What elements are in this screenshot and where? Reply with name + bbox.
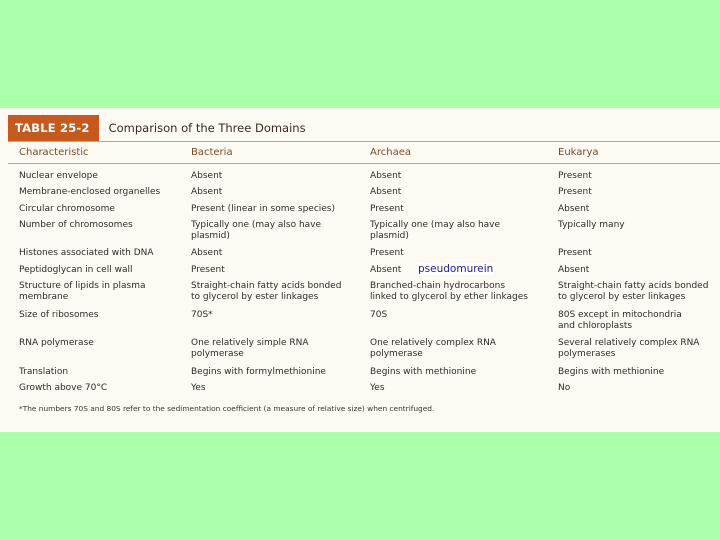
- table-footnote: *The numbers 70S and 80S refer to the sedimentation coefficient (a measure of relative size) when centrifuged.: [19, 404, 435, 413]
- table-number-tag: TABLE 25-2: [8, 115, 99, 141]
- table-cell-eukarya: Several relatively complex RNA polymerases: [558, 338, 700, 359]
- table-cell-bacteria: Yes: [191, 383, 206, 393]
- table-cell-bacteria: 70S*: [191, 310, 213, 320]
- table-cell-archaea: Present: [370, 204, 404, 214]
- table-cell-eukarya: 80S except in mitochondria and chloroplasts: [558, 310, 682, 331]
- table-cell-characteristic: RNA polymerase: [19, 338, 94, 348]
- table-cell-characteristic: Growth above 70°C: [19, 383, 108, 393]
- table-cell-archaea: Branched-chain hydrocarbons linked to glycerol by ether linkages: [370, 281, 528, 302]
- table-cell-bacteria: Absent: [191, 187, 223, 197]
- table-cell-archaea: 70S: [370, 310, 388, 320]
- table-cell-archaea: Absent: [370, 171, 402, 181]
- table-cell-archaea: Typically one (may also have plasmid): [370, 220, 501, 241]
- table-cell-bacteria: One relatively simple RNA polymerase: [191, 338, 309, 359]
- table-cell-bacteria: Present: [191, 265, 225, 275]
- table-cell-eukarya: Present: [558, 187, 592, 197]
- table-cell-eukarya: Absent: [558, 265, 590, 275]
- table-cell-characteristic: Size of ribosomes: [19, 310, 99, 320]
- column-header-eukarya: Eukarya: [558, 147, 599, 158]
- table-cell-bacteria: Absent: [191, 171, 223, 181]
- table-panel: [0, 108, 720, 432]
- divider: [8, 163, 720, 164]
- divider: [8, 141, 720, 142]
- table-cell-archaea: Yes: [370, 383, 385, 393]
- table-cell-archaea: Absent: [370, 187, 402, 197]
- table-cell-bacteria: Begins with formylmethionine: [191, 367, 326, 377]
- table-cell-eukarya: Present: [558, 171, 592, 181]
- table-cell-eukarya: Straight-chain fatty acids bonded to glycerol by ester linkages: [558, 281, 709, 302]
- table-cell-characteristic: Membrane-enclosed organelles: [19, 187, 161, 197]
- table-cell-eukarya: No: [558, 383, 571, 393]
- table-cell-archaea: Absent: [370, 265, 402, 275]
- table-cell-archaea: One relatively complex RNA polymerase: [370, 338, 496, 359]
- table-cell-characteristic: Nuclear envelope: [19, 171, 98, 181]
- table-cell-bacteria: Present (linear in some species): [191, 204, 336, 214]
- table-cell-bacteria: Typically one (may also have plasmid): [191, 220, 322, 241]
- table-cell-archaea: Present: [370, 248, 404, 258]
- table-cell-characteristic: Histones associated with DNA: [19, 248, 154, 258]
- table-cell-characteristic: Structure of lipids in plasma membrane: [19, 281, 146, 302]
- table-cell-eukarya: Typically many: [558, 220, 625, 230]
- table-cell-characteristic: Circular chromosome: [19, 204, 115, 214]
- table-cell-characteristic: Peptidoglycan in cell wall: [19, 265, 133, 275]
- table-cell-bacteria: Absent: [191, 248, 223, 258]
- table-cell-eukarya: Present: [558, 248, 592, 258]
- table-title: Comparison of the Three Domains: [108, 121, 306, 135]
- table-cell-characteristic: Number of chromosomes: [19, 220, 133, 230]
- column-header-bacteria: Bacteria: [191, 147, 233, 158]
- column-header-archaea: Archaea: [370, 147, 411, 158]
- table-cell-bacteria: Straight-chain fatty acids bonded to glycerol by ester linkages: [191, 281, 342, 302]
- table-header: [8, 115, 306, 141]
- table-cell-characteristic: Translation: [19, 367, 69, 377]
- table-cell-eukarya: Begins with methionine: [558, 367, 665, 377]
- annotation-label: pseudomurein: [418, 263, 494, 275]
- column-header-characteristic: Characteristic: [19, 147, 89, 158]
- table-cell-archaea: Begins with methionine: [370, 367, 477, 377]
- table-cell-eukarya: Absent: [558, 204, 590, 214]
